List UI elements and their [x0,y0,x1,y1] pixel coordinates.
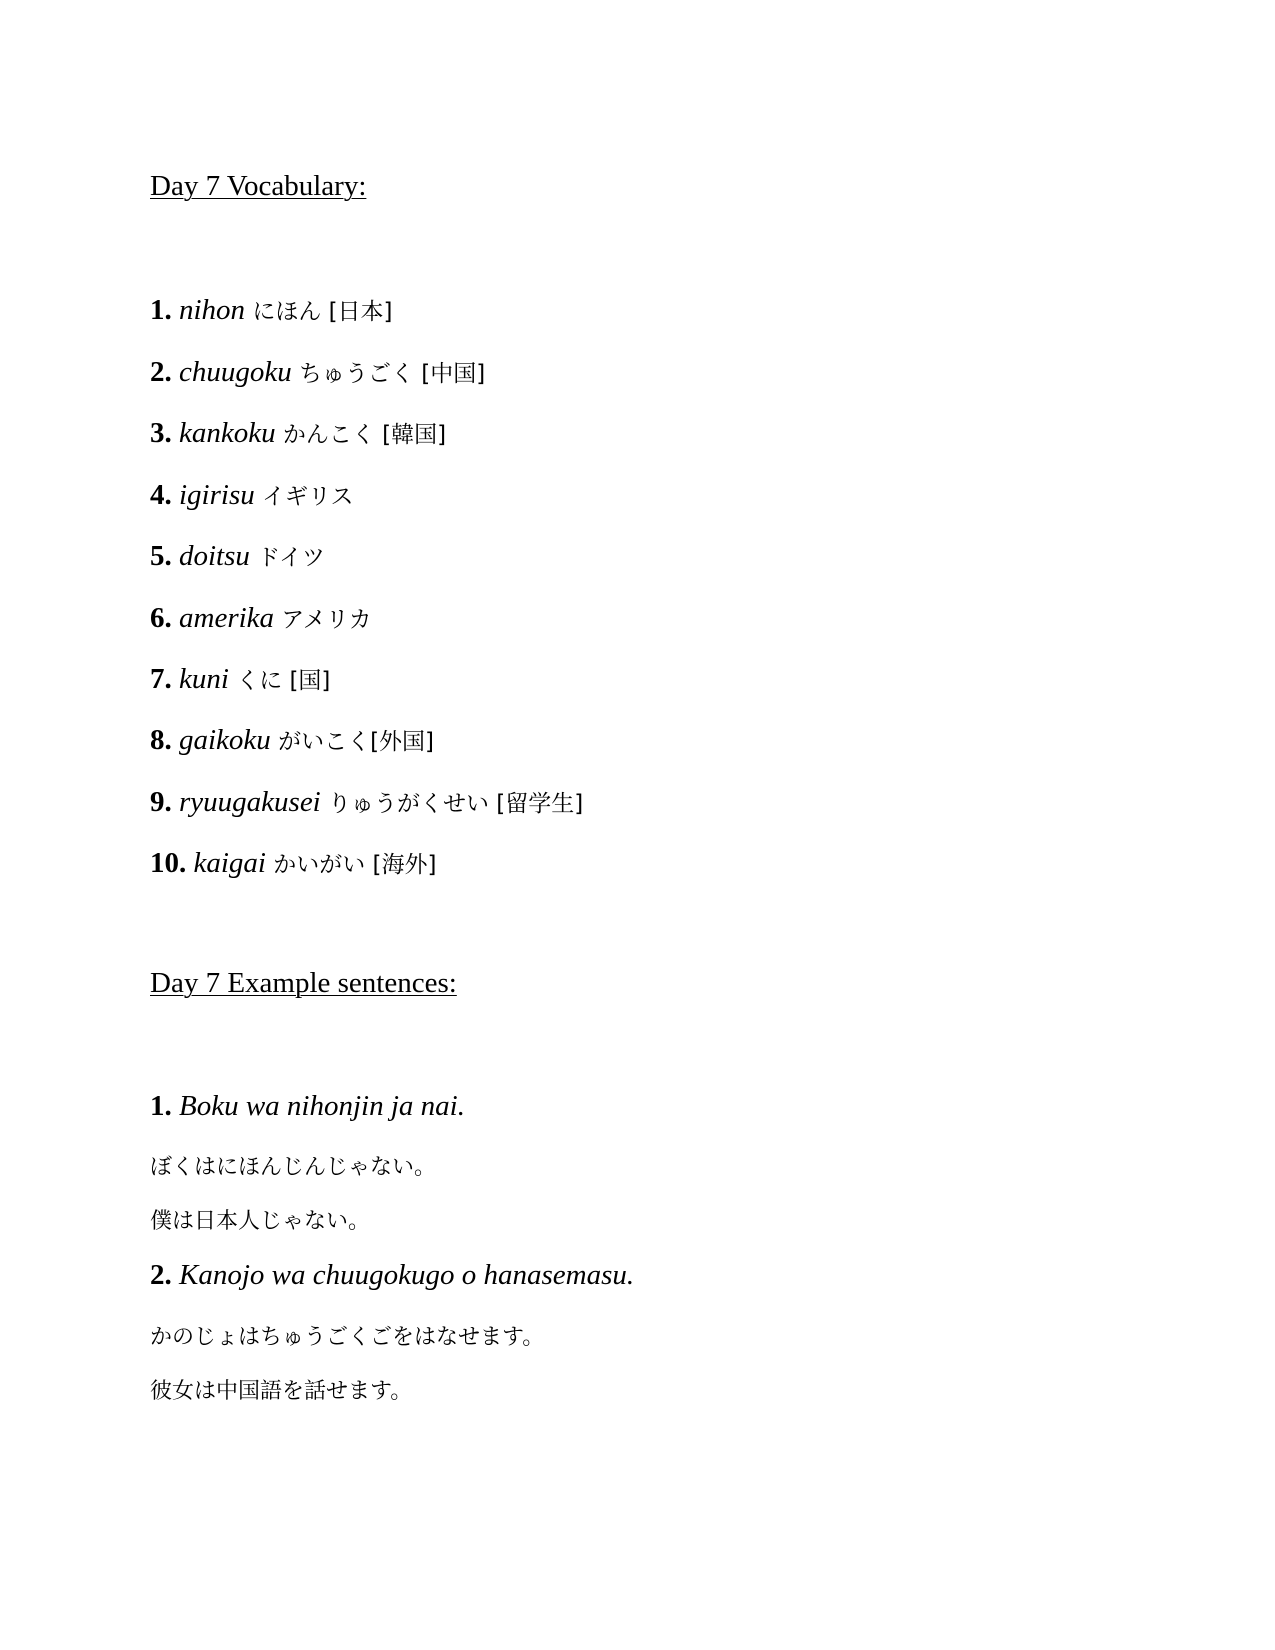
item-romaji: amerika [179,602,275,634]
vocab-item [150,355,485,389]
item-kana: がいこく [278,729,371,755]
vocab-item [150,785,583,819]
item-romaji: nihon [179,294,246,326]
item-kanji: [日本] [328,299,393,325]
examples-heading: Day 7 Example sentences: [150,967,457,999]
vocab-item [150,723,434,757]
vocab-item [150,416,446,450]
item-number: 4. [150,479,172,511]
vocabulary-heading: Day 7 Vocabulary: [150,170,367,202]
item-romaji: igirisu [179,479,255,511]
item-kana: イギリス [262,484,354,510]
vocab-item [150,539,325,573]
sentence-kana: かのじょはちゅうごくごをはなせます。 [150,1325,545,1350]
vocab-item [150,478,354,512]
sentence-number: 1. [150,1090,172,1122]
item-romaji: chuugoku [179,356,292,388]
item-kana: アメリカ [281,607,372,633]
item-number: 1. [150,294,172,326]
item-number: 3. [150,417,172,449]
item-number: 5. [150,540,172,572]
item-romaji: doitsu [179,540,250,572]
sentence-romaji: Kanojo wa chuugokugo o hanasemasu. [179,1259,635,1291]
item-kana: くに [236,668,283,694]
example-sentence [150,1090,465,1123]
item-number: 7. [150,663,172,695]
item-romaji: gaikoku [179,724,271,756]
item-kana: ドイツ [257,545,326,571]
item-romaji: ryuugakusei [179,786,321,818]
item-kana: にほん [252,299,322,325]
item-kanji: [留学生] [496,791,584,817]
item-kanji: [国] [289,668,331,694]
sentence-kanji: 彼女は中国語を話せます。 [150,1379,413,1404]
vocab-item [150,601,372,635]
item-romaji: kuni [179,663,229,695]
example-sentence [150,1259,634,1292]
sentence-number: 2. [150,1259,172,1291]
item-kanji: [外国] [370,729,435,755]
item-kana: ちゅうごく [299,361,414,387]
vocab-item [150,846,436,880]
item-kanji: [中国] [421,361,486,387]
vocab-item [150,293,393,327]
sentence-romaji: Boku wa nihonjin ja nai. [179,1090,465,1122]
item-number: 10. [150,847,187,879]
item-number: 6. [150,602,172,634]
item-kanji: [韓国] [382,422,447,448]
item-romaji: kankoku [179,417,276,449]
item-kana: かんこく [282,422,375,448]
vocab-item [150,662,330,696]
item-kana: かいがい [273,852,366,878]
item-romaji: kaigai [193,847,266,879]
sentence-kanji: 僕は日本人じゃない。 [150,1209,371,1234]
item-number: 9. [150,786,172,818]
item-number: 2. [150,356,172,388]
item-kana: りゅうがくせい [328,791,489,817]
sentence-kana: ぼくはにほんじんじゃない。 [150,1155,437,1180]
item-number: 8. [150,724,172,756]
item-kanji: [海外] [372,852,437,878]
